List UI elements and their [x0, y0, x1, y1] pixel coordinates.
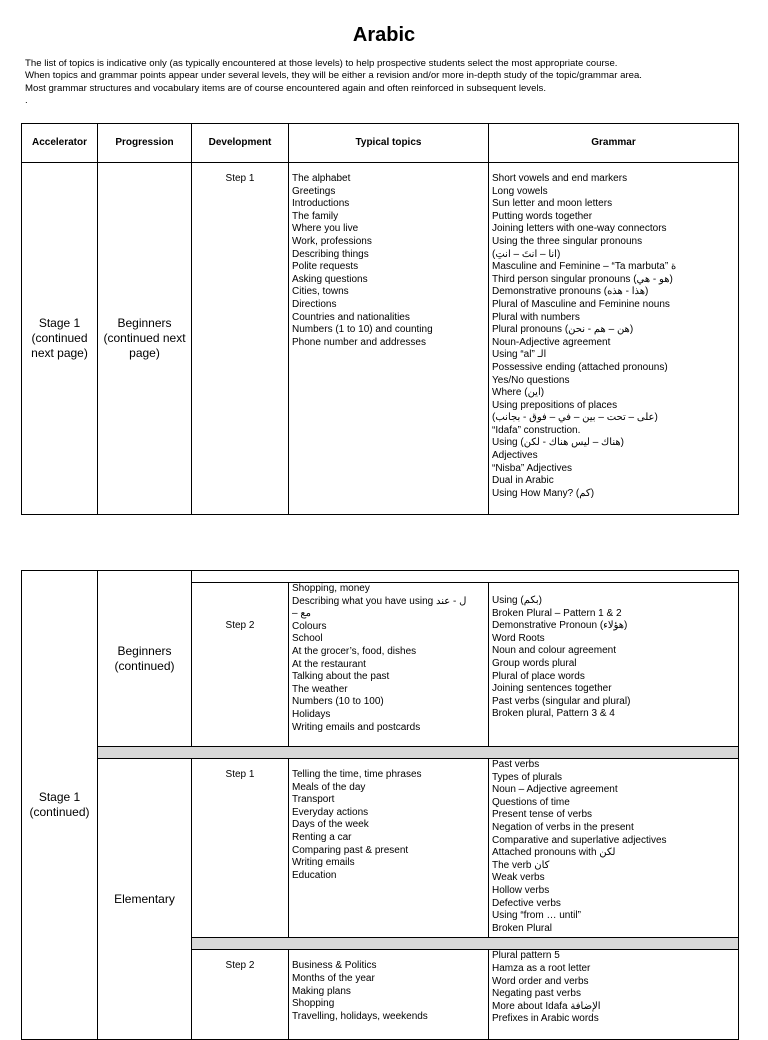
list-item: Using the three singular pronouns	[492, 235, 643, 247]
step-label: Step 1	[225, 173, 255, 184]
list-item: Joining sentences together	[492, 683, 612, 695]
grammar-list	[489, 583, 738, 723]
topics-list	[289, 950, 488, 1025]
list-item: Using (بكم)	[492, 595, 542, 606]
topics-list	[289, 163, 488, 351]
topics-cell	[289, 950, 489, 1040]
intro-line: When topics and grammar points appear under several levels, they will be either a revision and/or more in-depth study of the topic/grammar area.	[25, 70, 642, 82]
list-item: Education	[292, 869, 337, 881]
list-item: Attached pronouns with لكن	[492, 847, 616, 859]
list-item: Business & Politics	[292, 960, 377, 972]
list-item: Countries and nationalities	[292, 311, 410, 323]
list-item: The weather	[292, 683, 348, 695]
list-item: Asking questions	[292, 273, 368, 285]
progression-elementary: Elementary	[98, 759, 192, 1040]
list-item: Plural of Masculine and Feminine nouns	[492, 298, 670, 310]
intro-line: .	[25, 95, 28, 107]
list-item: Demonstrative pronouns (هذا - هذه)	[492, 286, 649, 298]
grammar-list	[489, 759, 738, 937]
header-grammar: Grammar	[489, 124, 739, 163]
list-item: Plural of place words	[492, 670, 585, 682]
intro-line: The list of topics is indicative only (as typically encountered at those levels) to help prospective students select the most appropriate course.	[25, 58, 618, 69]
list-item: Negation of verbs in the present	[492, 821, 634, 833]
development-cell	[192, 759, 289, 938]
list-item: The family	[292, 210, 339, 222]
list-item: Plural pronouns (هن – هم - نحن)	[492, 324, 634, 336]
list-item: Using “al” الـ	[492, 349, 547, 361]
progression-beginners: Beginners (continued)	[98, 571, 192, 747]
grammar-list	[489, 950, 738, 1028]
list-item: Where (أين)	[492, 387, 545, 399]
list-item: Adjectives	[492, 450, 538, 462]
topics-cell	[289, 163, 489, 515]
list-item: Phone number and addresses	[292, 336, 426, 348]
list-item: Noun and colour agreement	[492, 645, 616, 657]
list-item: Word order and verbs	[492, 975, 589, 987]
list-item: Broken Plural – Pattern 1 & 2	[492, 607, 622, 619]
header-typical-topics: Typical topics	[289, 124, 489, 163]
header-progression: Progression	[98, 124, 192, 163]
list-item: Writing emails and postcards	[292, 721, 421, 733]
list-item: Word Roots	[492, 632, 545, 644]
list-item: Sun letter and moon letters	[492, 198, 613, 210]
development-cell	[192, 583, 289, 747]
list-item: Shopping, money	[292, 583, 370, 594]
development-cell	[192, 950, 289, 1040]
list-item: Hamza as a root letter	[492, 962, 591, 974]
list-item: Using (هناك – ليس هناك - لكن)	[492, 437, 624, 449]
step-label: Step 2	[225, 620, 255, 631]
list-item: Shopping	[292, 998, 335, 1010]
separator-row	[192, 938, 739, 950]
topics-cell	[289, 759, 489, 938]
list-item: Noun – Adjective agreement	[492, 784, 618, 796]
list-item: Cities, towns	[292, 286, 349, 298]
list-item: Days of the week	[292, 819, 369, 831]
list-item: Months of the year	[292, 972, 375, 984]
list-item: School	[292, 633, 323, 645]
list-item: Group words plural	[492, 657, 577, 669]
list-item: Using How Many? (كم)	[492, 487, 595, 499]
list-item: Third person singular pronouns (هو - هي)	[492, 273, 673, 285]
list-item: Yes/No questions	[492, 374, 570, 386]
list-item: The alphabet	[292, 173, 351, 184]
list-item: Transport	[292, 794, 335, 806]
list-item: Introductions	[292, 198, 350, 210]
list-item: At the grocer’s, food, dishes	[292, 645, 417, 657]
progression-cell: Beginners (continued next page)	[98, 163, 192, 515]
list-item: “Idafa” construction.	[492, 424, 581, 436]
list-item: Where you live	[292, 223, 359, 235]
list-item: Joining letters with one-way connectors	[492, 223, 667, 235]
list-item: Prefixes in Arabic words	[492, 1013, 599, 1025]
list-item: Past verbs	[492, 759, 540, 770]
development-cell	[192, 163, 289, 515]
topics-list	[289, 759, 488, 884]
step-label: Step 2	[225, 960, 255, 972]
list-item: Using prepositions of places	[492, 399, 618, 411]
list-item: Polite requests	[292, 261, 359, 273]
grammar-cell	[489, 583, 739, 747]
list-item: Meals of the day	[292, 781, 366, 793]
list-item: Possessive ending (attached pronouns)	[492, 361, 668, 373]
list-item: Talking about the past	[292, 671, 390, 683]
list-item: More about Idafa الإضافة	[492, 1000, 601, 1012]
list-item: Work, professions	[292, 235, 372, 247]
list-item: Writing emails	[292, 857, 355, 869]
list-item: Defective verbs	[492, 897, 561, 909]
grammar-cell	[489, 163, 739, 515]
step-label: Step 1	[225, 769, 255, 780]
intro-line: Most grammar structures and vocabulary items are of course encountered again and often reinforced in subsequent levels.	[25, 82, 547, 94]
separator-row	[98, 747, 739, 759]
grammar-cell	[489, 759, 739, 938]
list-item: Comparative and superlative adjectives	[492, 834, 667, 846]
list-item: Types of plurals	[492, 771, 563, 783]
list-item: Hollow verbs	[492, 884, 550, 896]
list-item: Directions	[292, 298, 337, 310]
list-item: Renting a car	[292, 831, 352, 843]
list-item: Using “from … until”	[492, 910, 581, 922]
intro-paragraph	[25, 58, 745, 108]
list-item: Questions of time	[492, 796, 570, 808]
list-item: Comparing past & present	[292, 844, 409, 856]
list-item: (على – تحت – بين – في – فوق - بجانب)	[492, 412, 658, 424]
curriculum-table-1	[21, 123, 739, 515]
list-item: Broken Plural	[492, 922, 553, 934]
list-item: Putting words together	[492, 210, 593, 222]
list-item: Making plans	[292, 985, 351, 997]
list-item: Travelling, holidays, weekends	[292, 1010, 428, 1022]
list-item: Numbers (1 to 10) and counting	[292, 324, 433, 336]
list-item: Long vowels	[492, 185, 548, 197]
list-item: Describing things	[292, 248, 369, 260]
list-item: Everyday actions	[292, 806, 369, 818]
list-item: Past verbs (singular and plural)	[492, 695, 631, 707]
header-development: Development	[192, 124, 289, 163]
list-item: Colours	[292, 620, 327, 632]
list-item: Broken plural, Pattern 3 & 4	[492, 708, 615, 720]
list-item: Dual in Arabic	[492, 475, 554, 487]
list-item: Short vowels and end markers	[492, 173, 628, 184]
list-item: Greetings	[292, 185, 336, 197]
list-item: Numbers (10 to 100)	[292, 696, 384, 708]
list-item: Plural with numbers	[492, 311, 580, 323]
list-item: “Nisba” Adjectives	[492, 462, 573, 474]
topics-list	[289, 583, 488, 736]
list-item: Present tense of verbs	[492, 809, 593, 821]
list-item: – مع	[292, 608, 312, 620]
list-item: The verb كان	[492, 859, 550, 871]
grammar-cell	[489, 950, 739, 1040]
list-item: Negating past verbs	[492, 988, 581, 1000]
list-item: Telling the time, time phrases	[292, 769, 422, 780]
accelerator-cell: Stage 1 (continued next page)	[22, 163, 98, 515]
page-title: Arabic	[352, 24, 416, 46]
list-item: Describing what you have using ل - عند	[292, 595, 467, 607]
header-accelerator: Accelerator	[22, 124, 98, 163]
list-item: Noun-Adjective agreement	[492, 336, 611, 348]
blank-row	[192, 571, 739, 583]
list-item: Masculine and Feminine – “Ta marbuta” ة	[492, 261, 677, 273]
accelerator-cell: Stage 1 (continued)	[22, 571, 98, 1040]
list-item: At the restaurant	[292, 658, 366, 670]
list-item: Weak verbs	[492, 872, 545, 884]
grammar-list	[489, 163, 738, 502]
topics-cell	[289, 583, 489, 747]
list-item: Holidays	[292, 708, 331, 720]
list-item: Plural pattern 5	[492, 950, 560, 962]
list-item: (أنا – أنتَ – أنتِ)	[492, 248, 561, 260]
curriculum-table-2	[21, 570, 739, 1040]
list-item: Demonstrative Pronoun (هؤلاء)	[492, 620, 628, 632]
